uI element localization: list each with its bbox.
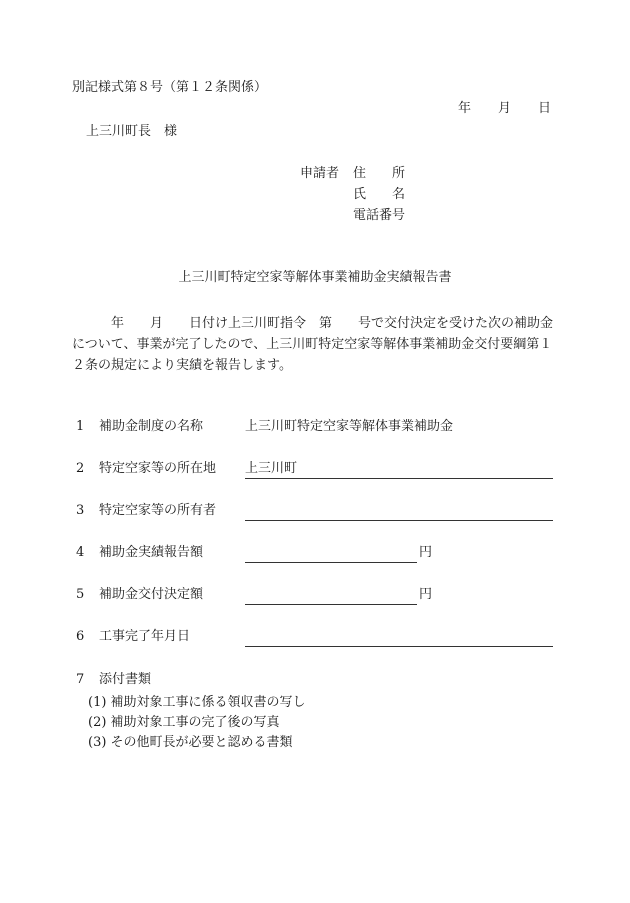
attachment-item: (3) その他町長が必要と認める書類 (88, 735, 293, 750)
completion-date-field[interactable] (245, 629, 553, 647)
yen-unit: 円 (419, 587, 433, 602)
form-number: 別記様式第８号（第１２条関係） (72, 80, 268, 95)
attachment-item: (2) 補助対象工事の完了後の写真 (88, 715, 280, 730)
applicant-phone-label: 電話番号 (353, 208, 406, 223)
date-line (458, 101, 551, 117)
date-year: 年 (458, 101, 472, 116)
item-number: 1 (76, 419, 85, 434)
item-number: 3 (76, 503, 85, 518)
document-title: 上三川町特定空家等解体事業補助金実績報告書 (178, 270, 452, 285)
item-number: 6 (76, 629, 85, 644)
item-label: 添付書類 (99, 672, 152, 687)
owner-field[interactable] (245, 503, 553, 521)
decision-amount-field[interactable] (245, 587, 417, 605)
applicant-role: 申請者 (300, 166, 340, 181)
date-day: 日 (538, 101, 552, 116)
item-number: 7 (76, 672, 85, 687)
attachment-list (88, 693, 306, 753)
item-number: 2 (76, 461, 85, 476)
item-label: 補助金制度の名称 (99, 419, 204, 434)
report-body-text: 年 月 日付け上三川町指令 第 号で交付決定を受けた次の補助金について、事業が完了したので、上三川町特定空家等解体事業補助金交付要綱第１２条の規定により実績を報告します。 (72, 316, 554, 373)
date-month: 月 (498, 101, 512, 116)
item-label: 補助金実績報告額 (99, 545, 204, 560)
applicant-name-label: 氏 名 (353, 187, 406, 202)
attachment-item: (1) 補助対象工事に係る領収書の写し (88, 695, 306, 710)
item-label: 補助金交付決定額 (99, 587, 204, 602)
applicant-address-label: 住 所 (353, 166, 406, 181)
addressee: 上三川町長 様 (86, 124, 178, 139)
item-label: 工事完了年月日 (99, 629, 191, 644)
item-label: 特定空家等の所在地 (99, 461, 217, 476)
applicant-block (300, 166, 405, 229)
item-label: 特定空家等の所有者 (99, 503, 217, 518)
item-value: 上三川町 (245, 461, 298, 476)
item-number: 5 (76, 587, 85, 602)
item-value: 上三川町特定空家等解体事業補助金 (245, 419, 454, 434)
yen-unit: 円 (419, 545, 433, 560)
item-number: 4 (76, 545, 85, 560)
report-amount-field[interactable] (245, 545, 417, 563)
